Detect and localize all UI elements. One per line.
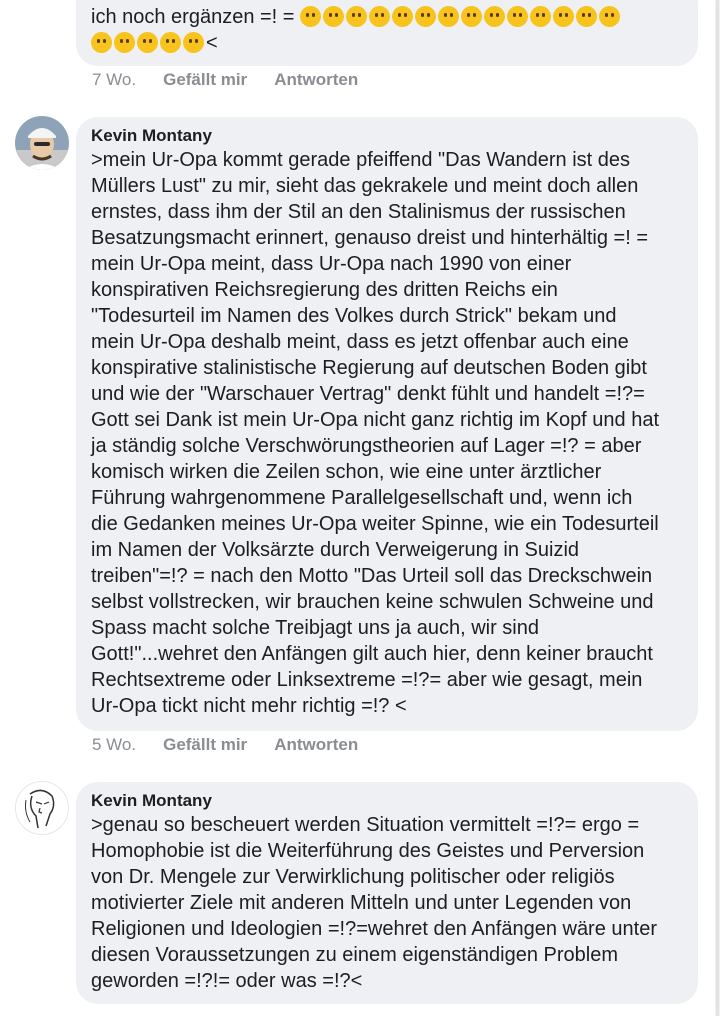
comment-1-text	[91, 4, 684, 30]
crying-face-icon	[576, 6, 597, 27]
comment-1-timestamp[interactable]: 7 Wo.	[92, 70, 137, 89]
tongue-face-icon	[137, 32, 158, 53]
scrollbar-track[interactable]	[715, 0, 720, 1016]
rolling-eyes-face-icon	[323, 6, 344, 27]
comment-2-timestamp[interactable]: 5 Wo.	[92, 735, 137, 754]
comment-bubble-1	[76, 0, 698, 66]
crying-face-icon	[599, 6, 620, 27]
comment-2-text: >mein Ur-Opa kommt gerade pfeiffend "Das Wandern ist des Müllers Lust" zu mir, sieht das gekrakele und meint doch allen ernstes, dass ihm der Stil an den Stalinismus der russischen Besatzungsmacht erinnert, genauso dreist und hinterhältig =! = mein Ur-Opa meint, dass Ur-Opa nach 1990 von einer konspirativen Reichsregierung des dritten Reichs ein "Todesurteil im Namen des Volkes durch Strick" bekam und mein Ur-Opa deshalb meint, dass es jetzt offenbar auch eine konspirative stalinistische Regierung auf deutschen Boden gibt und wie der "Warschauer Vertrag" denkt fühlt und handelt =!?= Gott sei Dank ist mein Ur-Opa nicht ganz richtig im Kopf und hat ja ständig solche Verschwörungstheorien auf Lager =!? = aber komisch wirken die Zeilen schon, wie eine unter ärztlicher Führung wahrgenommene Parallelgesellschaft und, wenn ich die Gedanken meines Ur-Opa weiter Spinne, wie ein Todesurteil im Namen der Volksärzte durch Verweigerung in Suizid treiben"=!? = nach den Motto "Das Urteil soll das Dreckschwein selbst vollstrecken, wir brauchen keine schwulen Schweine und Spass macht solche Treibjagt uns ja auch, wir sind Gott!"...wehret den Anfängen gilt auch hier, denn keiner braucht Rechtsextreme oder Linksextreme =!?= aber wie gesagt, mein Ur-Opa tickt nicht mehr richtig =!? <	[91, 149, 660, 717]
tongue-face-icon	[114, 32, 135, 53]
grinning-squint-face-icon	[530, 6, 551, 27]
smiling-face-icon	[461, 6, 482, 27]
sweat-face-icon	[438, 6, 459, 27]
comment-2-meta	[92, 735, 358, 755]
comment-3-text: >genau so bescheuert werden Situation vermittelt =!?= ergo = Homophobie ist die Weiterführung des Geistes und Perversion von Dr. Mengele zur Verwirklichung politischer oder religiös motivierter Ziele mit anderen Mitteln und unter Legenden von Religionen und Ideologien =!?=wehret den Anfängen wäre unter diesen Voraussetzungen zu einem eigenständigen Problem geworden =!?!= oder was =!?<	[91, 814, 657, 992]
emoji-row-2	[91, 32, 206, 54]
comment-2-author[interactable]: Kevin Montany	[91, 126, 212, 145]
comment-2-like-button[interactable]: Gefällt mir	[163, 735, 248, 754]
comment-1-text-line-2	[91, 30, 684, 56]
grinning-squint-face-icon	[507, 6, 528, 27]
comment-bubble-3	[76, 782, 698, 1004]
grinning-squint-face-icon	[300, 6, 321, 27]
smiling-face-icon	[91, 32, 112, 53]
tears-of-joy-face-icon	[392, 6, 413, 27]
sweat-face-icon	[415, 6, 436, 27]
emoji-row-1	[300, 6, 622, 28]
comment-2-reply-button[interactable]: Antworten	[274, 735, 359, 754]
comment-3-author[interactable]: Kevin Montany	[91, 791, 212, 810]
weary-face-icon	[346, 6, 367, 27]
tongue-face-icon	[183, 32, 204, 53]
comment-1-reply-button[interactable]: Antworten	[274, 70, 359, 89]
comment-1-text-tail: ich noch ergänzen =! =	[91, 6, 295, 28]
comment-1-meta	[92, 70, 358, 90]
tears-of-joy-face-icon	[369, 6, 390, 27]
scrollbar-thumb[interactable]	[716, 0, 719, 1016]
comment-bubble-2	[76, 117, 698, 731]
avatar-kevin-montany-2[interactable]	[15, 781, 69, 835]
flushed-face-icon	[484, 6, 505, 27]
avatar-kevin-montany-1[interactable]	[15, 116, 69, 170]
sweat-smile-face-icon	[553, 6, 574, 27]
comment-1-text-end: <	[206, 32, 218, 54]
comment-1-like-button[interactable]: Gefällt mir	[163, 70, 248, 89]
tongue-face-icon	[160, 32, 181, 53]
